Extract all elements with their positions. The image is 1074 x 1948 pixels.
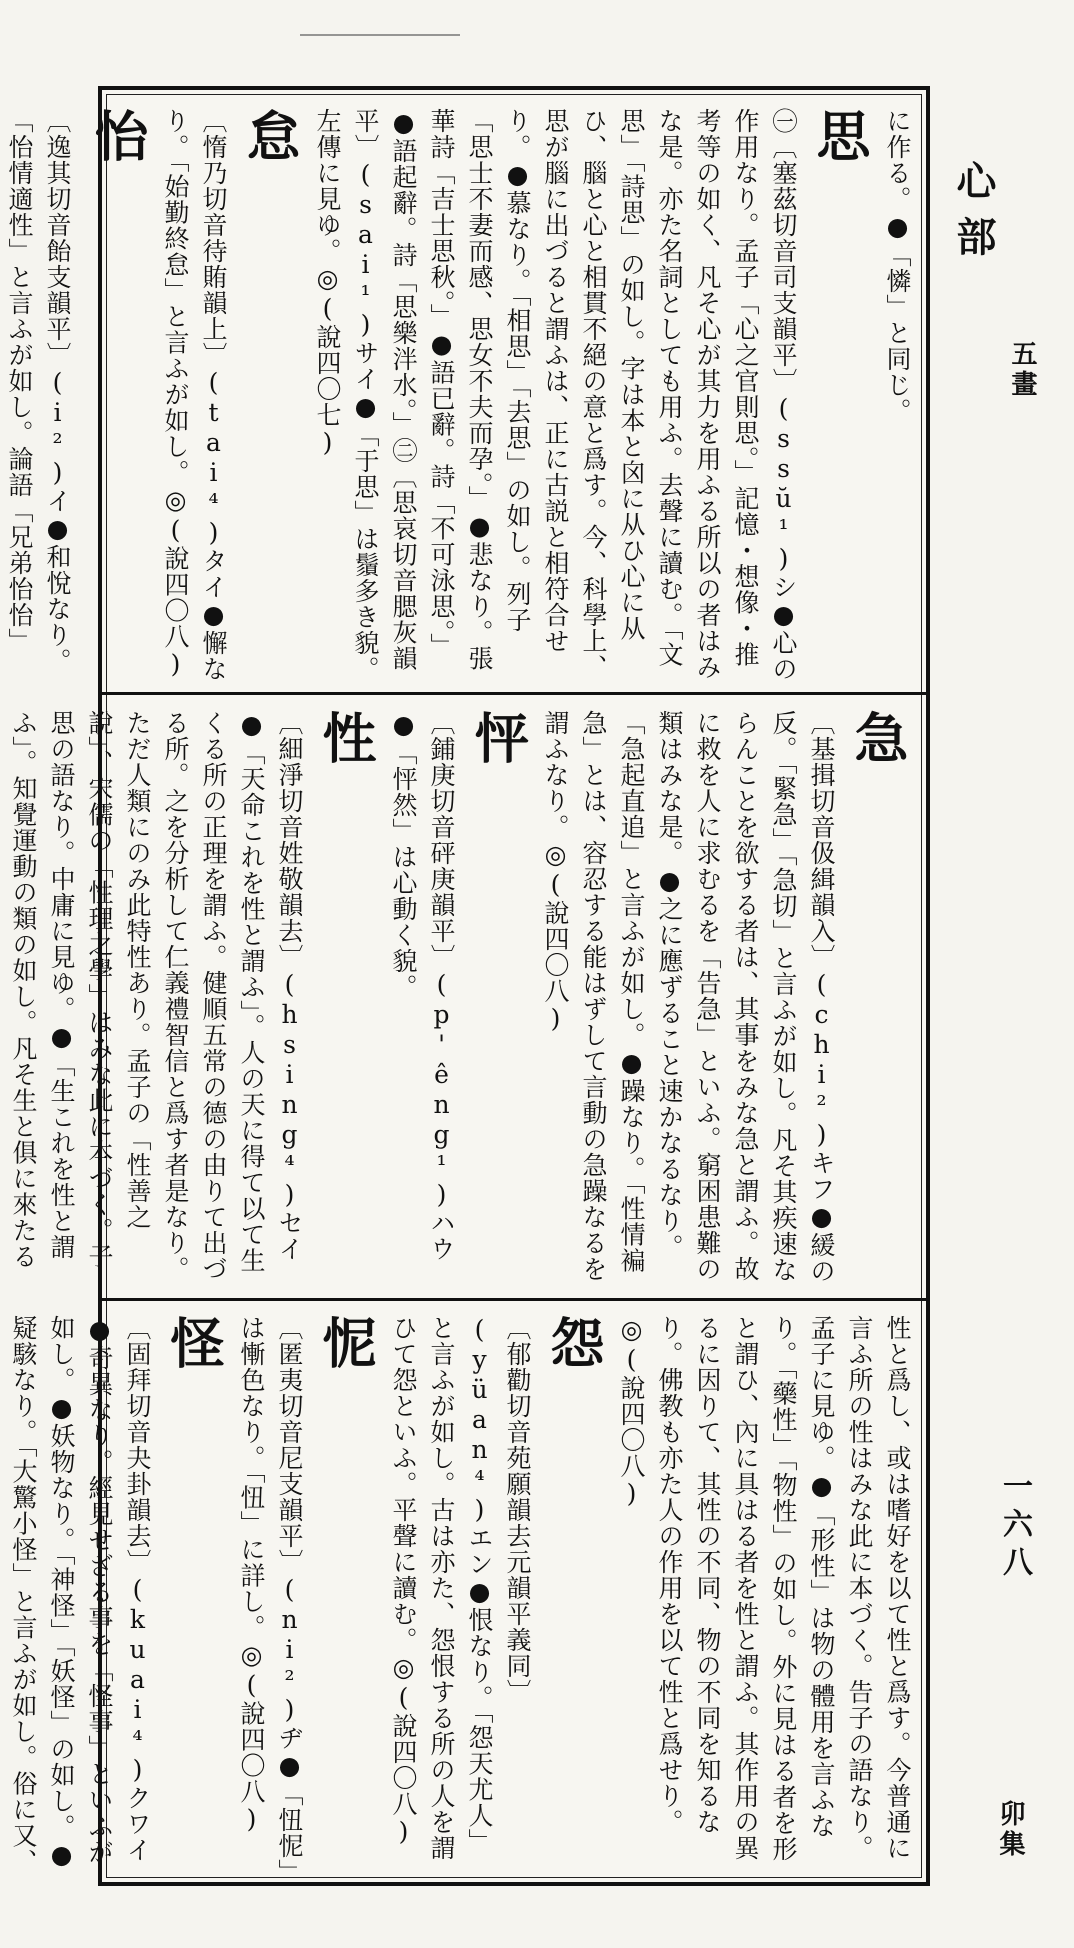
entry-body-hau: 〔鋪庚切音砰庚韻平〕(p'êng¹)ハウ●「怦然」は心動く貌。	[389, 710, 456, 1262]
entry-body-tai: 〔惰乃切音待賄韻上〕(tai⁴)タイ●懈なり。「始勤終怠」と言ふが如し。◎(說四〇八)	[161, 108, 228, 682]
entry-body-i: 〔逸其切音飴支韻平〕(i²)イ●和悅なり。「怡情適性」と言ふが如し。論語「兄弟怡怡」	[5, 108, 72, 674]
entry-continuation: に作る。●「憐」と同じ。	[883, 108, 912, 424]
collection-label: 卯集	[995, 1800, 1025, 1860]
entry-head-si: 思	[808, 108, 872, 162]
entry-head-i: 怡	[86, 108, 150, 162]
entry-body-sei: 〔細淨切音姓敬韻去〕(hsing⁴)セイ●「天命これを性と謂ふ」。人の天に得て以て生くる所の正理を謂ふ。健順五常の德の由りて出づる所。之を分析して仁義禮智信と爲す者是なり。ただ人類にのみ此特性あり。孟子の「性善之說」、宋儒の「性理之學」はみな此に本づく。子思の語なり。中庸に見ゆ。●「生これを性と謂ふ」。知覺運動の類の如し。凡そ生と俱に來たる	[9, 710, 304, 1282]
entry-head-kwai: 怪	[162, 1315, 226, 1369]
entry-head-kyu: 急	[846, 710, 910, 764]
stroke-count: 五畫	[1007, 340, 1037, 400]
entry-body-kyu: 〔基揖切音伋緝韻入〕(chi²)キフ●緩の反。「緊急」「急切」と言ふが如し。凡そ其疾速ならんことを欲する者は、其事をみな急と謂ふ。故に救を人に求むるを「告急」といふ。窮困患難の類はみな是。●之に應ずること速かなるなり。「急起直追」と言ふが如し。●躁なり。「性情褊急」とは、容忍する能はずして言動の急躁なるを謂ふなり。◎(說四〇八)	[541, 710, 836, 1284]
section-3	[9, 1315, 916, 1875]
entry-head-ji: 怩	[314, 1315, 378, 1369]
entry-head-hau: 怦	[466, 710, 530, 764]
section-2	[9, 710, 916, 1290]
entry-head-sei: 性	[314, 710, 378, 764]
section-divider-1	[98, 692, 930, 695]
entry-body-en: 〔郁勸切音苑願韻去元韻平義同〕(yüan⁴)エン●恨なり。「怨天尤人」と言ふが如し。古は亦た、怨恨する所の人を謂ひて怨といふ。平聲に讀む。◎(說四〇八)	[389, 1315, 532, 1861]
radical-title: 心部	[950, 160, 997, 272]
entry-body-si: ㊀〔塞茲切音司支韻平〕(ssŭ¹)シ●心の作用なり。孟子「心之官則思。」記憶・想像・推考等の如く、凡そ心が其力を用ふる所以の者はみな是。亦た名詞としても用ふ。去聲に讀む。「文思」「詩思」の如し。字は本と囟に从ひ心に从ひ、腦と心と相貫不絕の意と爲す。今、科學上、思が腦に出づると謂ふは、正に古説と相符合せり。●慕なり。「相思」「去思」の如し。列子「思士不妻而感、思女不夫而孕。」●悲なり。張華詩「吉士思秋。」●語已辭。詩「不可泳思。」●語起辭。詩「思樂泮水。」㊁〔思哀切音腮灰韻平〕(sai¹)サイ●「于思」は鬚多き貌。左傳に見ゆ。◎(說四〇七)	[313, 108, 798, 682]
entry-body-kwai: 〔固拜切音夬卦韻去〕(kuai⁴)クワイ●奇異なり。經見せざる事を「怪事」といふが如し。●妖物なり。「神怪」「妖怪」の如し。●疑駭なり。「大驚小怪」と言ふが如し。俗に又、	[9, 1315, 152, 1875]
page-number: 一六八	[997, 1470, 1032, 1584]
entry-head-en: 怨	[542, 1315, 606, 1369]
entry-continuation-sei: 性と爲し、或は嗜好を以て性と爲す。今普通に言ふ所の性はみな此に本づく。告子の語なり。孟子に見ゆ。●「形性」は物の體用を言ふなり。「藥性」「物性」の如し。外に見はる者を形と謂ひ、內に具はる者を性と謂ふ。其作用の異るに因りて、其性の不同、物の不同を知るなり。佛教も亦た人の作用を以て性と爲せり。◎(說四〇八)	[617, 1315, 912, 1862]
entry-body-ji: 〔匿夷切音尼支韻平〕(ni²)ヂ●「忸怩」は慚色なり。「忸」に詳し。◎(說四〇八)	[237, 1315, 304, 1873]
section-divider-2	[98, 1298, 930, 1301]
section-1	[5, 108, 916, 683]
entry-head-tai: 怠	[238, 108, 302, 162]
printing-mark	[300, 34, 460, 36]
